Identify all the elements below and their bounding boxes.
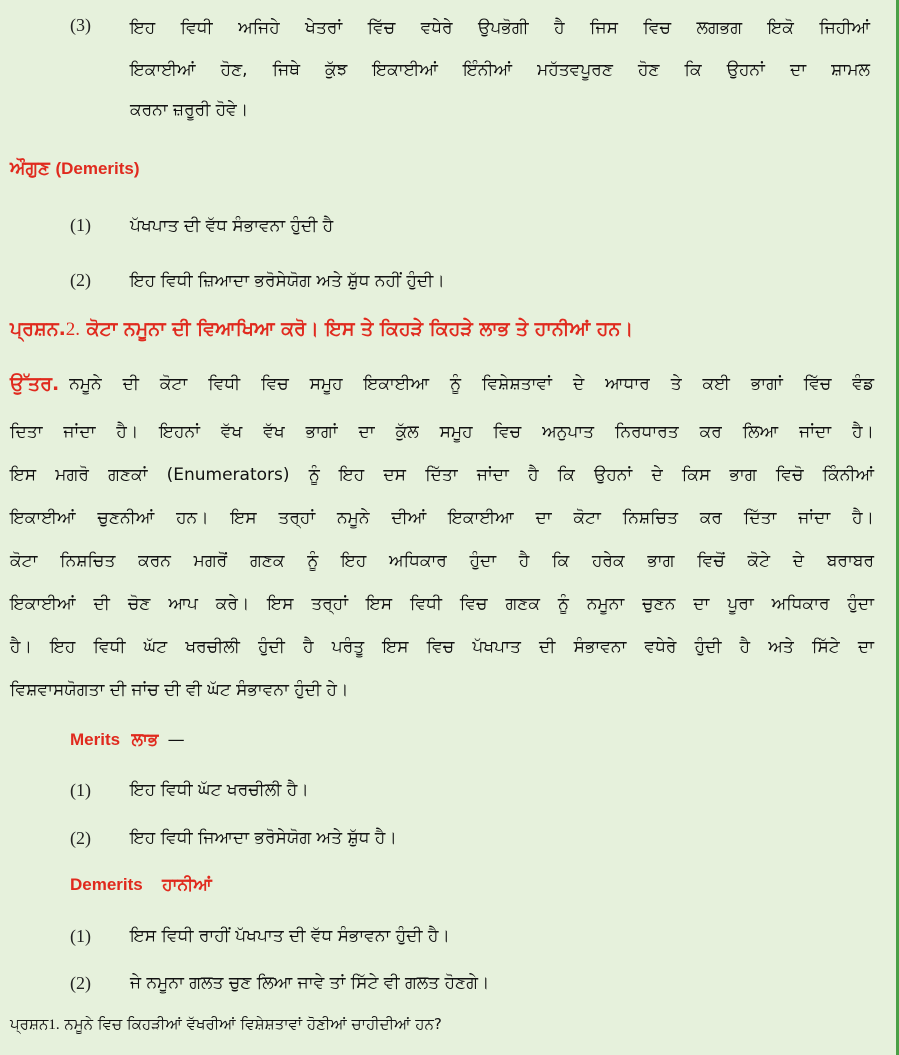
paragraph-line: ਨਮੂਨੇ ਦੀ ਕੋਟਾ ਵਿਧੀ ਵਿਚ ਸਮੂਹ ਇਕਾਈਆ ਨੂੰ ਵਿਸ਼ੇਸ਼ਤਾਵਾਂ ਦੇ ਆਧਾਰ ਤੇ ਕਈ ਭਾਗਾਂ ਵਿੱਚ ਵੰਡ <box>69 374 874 394</box>
item-number: (3) <box>70 15 91 35</box>
item-number: (1) <box>70 215 91 235</box>
heading-english: Merits <box>70 730 121 749</box>
answer-label: ਉੱਤਰ. <box>10 373 60 395</box>
paragraph-line: ਇਹ ਵਿਧੀ ਅਜਿਹੇ ਖੇਤਰਾਂ ਵਿੱਚ ਵਧੇਰੇ ਉਪਭੋਗੀ ਹੈ ਜਿਸ ਵਿਚ ਲਗਭਗ ਇਕੋ ਜਿਹੀਆਂ <box>130 18 870 38</box>
paragraph-line: ਕਰਨਾ ਜ਼ਰੂਰੀ ਹੋਵੇ। <box>130 100 249 120</box>
heading-english: Demerits <box>70 875 143 894</box>
item-number: (2) <box>70 828 91 848</box>
list-item-text: ਇਹ ਵਿਧੀ ਜਿਆਦਾ ਭਰੋਸੇਯੋਗ ਅਤੇ ਸ਼ੁੱਧ ਹੈ। <box>130 828 397 848</box>
item-number: (1) <box>70 780 91 800</box>
list-item-text: ਇਸ ਵਿਧੀ ਰਾਹੀਂ ਪੱਖਪਾਤ ਦੀ ਵੱਧ ਸੰਭਾਵਨਾ ਹੁੰਦੀ ਹੈ। <box>130 926 450 946</box>
list-item-text: ਪੱਖਪਾਤ ਦੀ ਵੱਧ ਸੰਭਾਵਨਾ ਹੁੰਦੀ ਹੈ <box>130 216 334 236</box>
heading-punjabi: ਔਗੁਣ <box>10 158 50 179</box>
list-item-text: ਜੇ ਨਮੂਨਾ ਗਲਤ ਚੁਣ ਲਿਆ ਜਾਵੇ ਤਾਂ ਸਿੱਟੇ ਵੀ ਗਲਤ ਹੋਣਗੇ। <box>130 973 490 993</box>
item-number: (2) <box>70 973 91 993</box>
question-heading <box>10 1015 442 1034</box>
section-heading-demerits-2 <box>70 875 212 895</box>
question-prefix: ਪ੍ਰਸ਼ਨ. <box>10 318 66 340</box>
paragraph-line: ਦਿਤਾ ਜਾਂਦਾ ਹੈ। ਇਹਨਾਂ ਵੱਖ ਵੱਖ ਭਾਗਾਂ ਦਾ ਕੁੱਲ ਸਮੂਹ ਵਿਚ ਅਨੁਪਾਤ ਨਿਰਧਾਰਤ ਕਰ ਲਿਆ ਜਾਂਦਾ ਹੈ। <box>10 422 874 442</box>
question-text: ਕੋਟਾ ਨਮੂਨਾ ਦੀ ਵਿਆਖਿਆ ਕਰੋ। ਇਸ ਤੇ ਕਿਹੜੇ ਕਿਹੜੇ ਲਾਭ ਤੇ ਹਾਨੀਆਂ ਹਨ। <box>86 318 634 340</box>
heading-punjabi: ਲਾਭ <box>131 730 159 750</box>
paragraph-line: ਇਕਾਈਆਂ ਹੋਣ, ਜਿਥੇ ਕੁੱਝ ਇਕਾਈਆਂ ਇੰਨੀਆਂ ਮਹੱਤਵਪੂਰਣ ਹੋਣ ਕਿ ਉਹਨਾਂ ਦਾ ਸ਼ਾਮਲ <box>130 60 870 80</box>
section-heading-merits <box>70 730 185 750</box>
paragraph-line: ਇਸ ਮਗਰੋ ਗਣਕਾਂ (Enumerators) ਨੂੰ ਇਹ ਦਸ ਦਿੱਤਾ ਜਾਂਦਾ ਹੈ ਕਿ ਉਹਨਾਂ ਦੇ ਕਿਸ ਭਾਗ ਵਿਚੋ ਕਿੰਨੀਆਂ <box>10 465 874 485</box>
item-number: (1) <box>70 926 91 946</box>
question-text: ਨਮੂਨੇ ਵਿਚ ਕਿਹੜੀਆਂ ਵੱਖਰੀਆਂ ਵਿਸ਼ੇਸ਼ਤਾਵਾਂ ਹੋਣੀਆਂ ਚਾਹੀਦੀਆਂ ਹਨ? <box>64 1015 442 1033</box>
heading-punjabi: ਹਾਨੀਆਂ <box>162 875 212 895</box>
answer-first-line <box>10 368 874 401</box>
paragraph-line: ਵਿਸ਼ਵਾਸਯੋਗਤਾ ਦੀ ਜਾਂਚ ਦੀ ਵੀ ਘੱਟ ਸੰਭਾਵਨਾ ਹੁੰਦੀ ਹੇ। <box>10 680 349 700</box>
paragraph-line: ਇਕਾਈਆਂ ਦੀ ਚੋਣ ਆਪ ਕਰੇ। ਇਸ ਤਰ੍ਹਾਂ ਇਸ ਵਿਧੀ ਵਿਚ ਗਣਕ ਨੂੰ ਨਮੂਨਾ ਚੁਣਨ ਦਾ ਪੂਰਾ ਅਧਿਕਾਰ ਹੁੰਦਾ <box>10 594 874 614</box>
list-item-text: ਇਹ ਵਿਧੀ ਜ਼ਿਆਦਾ ਭਰੋਸੇਯੋਗ ਅਤੇ ਸ਼ੁੱਧ ਨਹੀਂ ਹੁੰਦੀ। <box>130 271 445 291</box>
item-number: (2) <box>70 270 91 290</box>
paragraph-line: ਹੈ। ਇਹ ਵਿਧੀ ਘੱਟ ਖਰਚੀਲੀ ਹੁੰਦੀ ਹੈ ਪਰੰਤੂ ਇਸ ਵਿਚ ਪੱਖਪਾਤ ਦੀ ਸੰਭਾਵਨਾ ਵਧੇਰੇ ਹੁੰਦੀ ਹੈ ਅਤੇ ਸਿੱਟੇ ਦਾ <box>10 637 874 657</box>
heading-dash: — <box>167 730 185 750</box>
list-item-text: ਇਹ ਵਿਧੀ ਘੱਟ ਖਰਚੀਲੀ ਹੈ। <box>130 780 309 800</box>
question-heading <box>10 318 633 341</box>
heading-english: (Demerits) <box>55 159 140 178</box>
question-prefix: ਪ੍ਰਸ਼ਨ <box>10 1015 49 1033</box>
section-heading-demerits <box>10 158 140 179</box>
paragraph-line: ਕੋਟਾ ਨਿਸ਼ਚਿਤ ਕਰਨ ਮਗਰੋਂ ਗਣਕ ਨੂੰ ਇਹ ਅਧਿਕਾਰ ਹੁੰਦਾ ਹੈ ਕਿ ਹਰੇਕ ਭਾਗ ਵਿਚੋਂ ਕੋਟੇ ਦੇ ਬਰਾਬਰ <box>10 551 874 571</box>
paragraph-line: ਇਕਾਈਆਂ ਚੁਣਨੀਆਂ ਹਨ। ਇਸ ਤਰ੍ਹਾਂ ਨਮੂਨੇ ਦੀਆਂ ਇਕਾਈਆ ਦਾ ਕੋਟਾ ਨਿਸ਼ਚਿਤ ਕਰ ਦਿੱਤਾ ਜਾਂਦਾ ਹੈ। <box>10 508 874 528</box>
question-number: 2. <box>65 319 81 340</box>
question-number: 1. <box>48 1017 60 1033</box>
